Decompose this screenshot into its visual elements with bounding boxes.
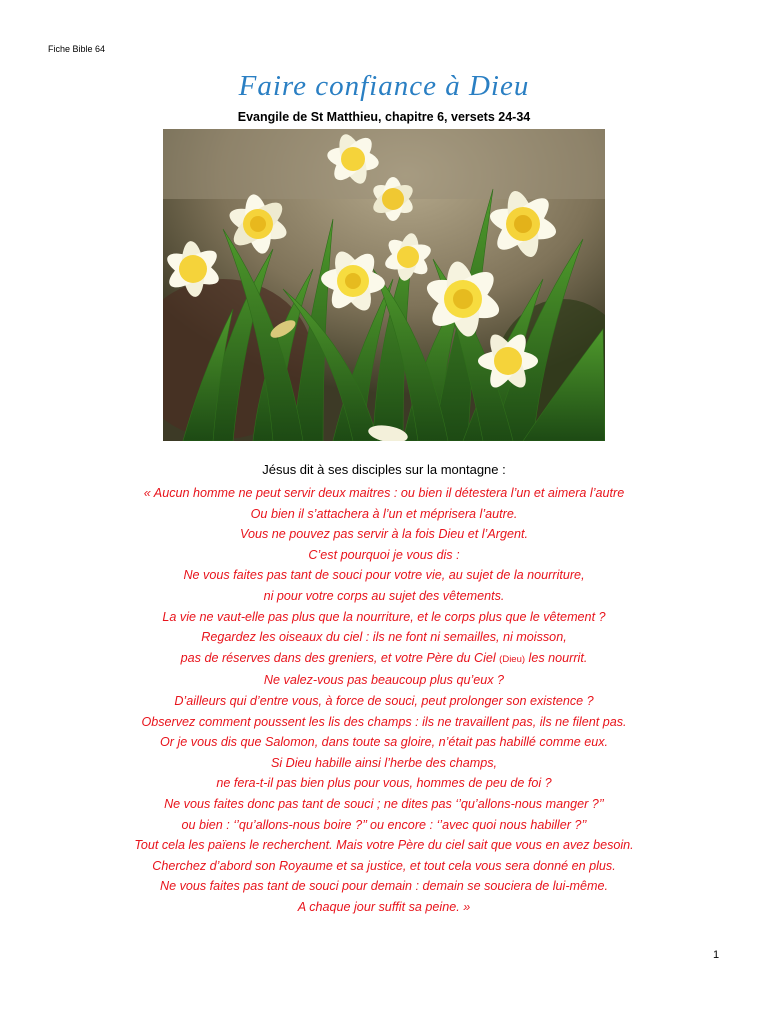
verse-line: Si Dieu habille ainsi l’herbe des champs, bbox=[270, 755, 498, 770]
verse-line: Observez comment poussent les lis des champs : ils ne travaillent pas, ils ne filent pas. bbox=[141, 714, 627, 729]
page-title: Faire confiance à Dieu bbox=[238, 70, 530, 102]
verse-line: Ou bien il s’attachera à l’un et méprisera l’autre. bbox=[250, 506, 518, 521]
verse-line: La vie ne vaut-elle pas plus que la nourriture, et le corps plus que le vêtement ? bbox=[162, 609, 606, 624]
verse-line: Regardez les oiseaux du ciel : ils ne font ni semailles, ni moisson, bbox=[201, 630, 567, 645]
verse-line: ni pour votre corps au sujet des vêtements. bbox=[263, 588, 505, 603]
page-number: 1 bbox=[713, 949, 720, 961]
scripture-reference: Evangile de St Matthieu, chapitre 6, versets 24-34 bbox=[237, 110, 531, 124]
intro-line: Jésus dit à ses disciples sur la montagne : bbox=[262, 462, 506, 477]
verse-line: Vous ne pouvez pas servir à la fois Dieu et l’Argent. bbox=[240, 527, 528, 542]
verse-line-part: les nourrit. bbox=[528, 650, 588, 665]
verse-line: Cherchez d’abord son Royaume et sa justice, et tout cela vous sera donné en plus. bbox=[152, 858, 616, 873]
verse-line: ou bien : ‘’qu’allons-nous boire ?’’ ou encore : ‘’avec quoi nous habiller ?’’ bbox=[181, 817, 587, 832]
verse-list bbox=[0, 483, 768, 917]
daffodils-illustration bbox=[163, 129, 605, 441]
verse-line: Or je vous dis que Salomon, dans toute sa gloire, n’était pas habillé comme eux. bbox=[159, 735, 609, 750]
verse-line bbox=[0, 648, 768, 671]
verse-annotation: (Dieu) bbox=[499, 653, 526, 665]
verse-line: A chaque jour suffit sa peine. » bbox=[297, 899, 471, 914]
daffodils-photo bbox=[163, 129, 605, 441]
verse-line: Tout cela les païens le recherchent. Mais votre Père du ciel sait que vous en avez besoin. bbox=[134, 838, 634, 853]
verse-line: Ne vous faites pas tant de souci pour votre vie, au sujet de la nourriture, bbox=[183, 568, 585, 583]
verse-line: Ne valez-vous pas beaucoup plus qu’eux ? bbox=[263, 673, 505, 688]
document-header-label: Fiche Bible 64 bbox=[48, 44, 106, 54]
verse-line: Ne vous faites pas tant de souci pour demain : demain se souciera de lui-même. bbox=[159, 879, 608, 894]
verse-line: « Aucun homme ne peut servir deux maitres : ou bien il détestera l’un et aimera l’autre bbox=[143, 486, 625, 500]
verse-line: Ne vous faites donc pas tant de souci ; ne dites pas ‘’qu’allons-nous manger ?’’ bbox=[164, 796, 604, 811]
verse-line: D’ailleurs qui d’entre vous, à force de souci, peut prolonger son existence ? bbox=[174, 693, 594, 708]
verse-line: C’est pourquoi je vous dis : bbox=[308, 547, 460, 562]
verse-line-part: pas de réserves dans des greniers, et votre Père du Ciel bbox=[180, 650, 496, 665]
verse-line: ne fera-t-il pas bien plus pour vous, hommes de peu de foi ? bbox=[216, 776, 552, 791]
